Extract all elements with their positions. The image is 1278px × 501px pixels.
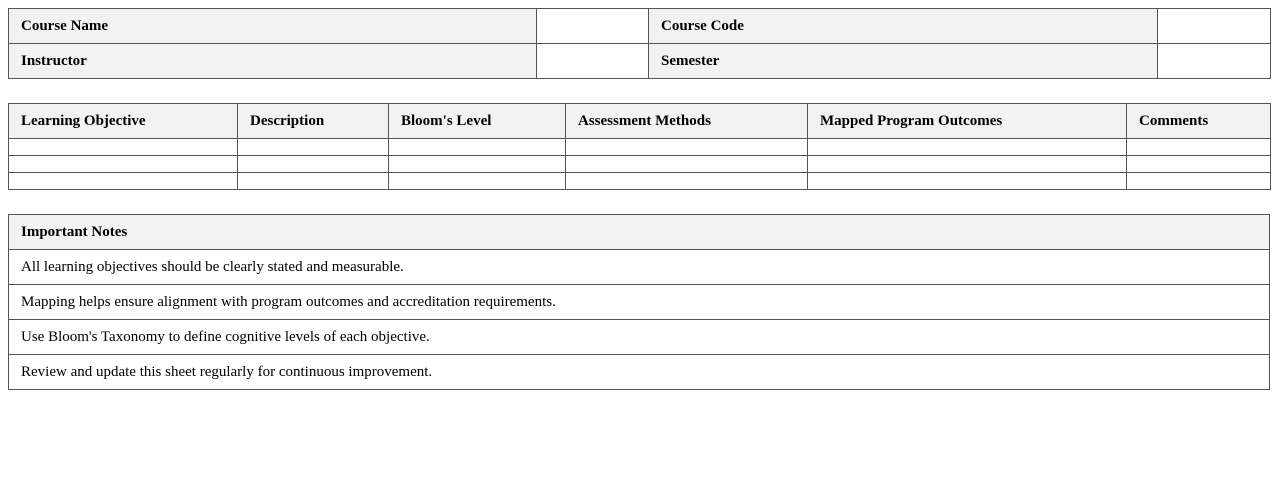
table-cell[interactable] <box>238 139 389 156</box>
table-cell[interactable] <box>1127 156 1271 173</box>
table-cell[interactable] <box>808 156 1127 173</box>
table-cell[interactable] <box>808 139 1127 156</box>
course-info-row <box>9 44 1271 79</box>
table-cell[interactable] <box>566 156 808 173</box>
header-description: Description <box>238 104 389 139</box>
table-cell[interactable] <box>9 139 238 156</box>
table-cell[interactable] <box>9 156 238 173</box>
note-item: All learning objectives should be clearly stated and measurable. <box>9 250 1270 285</box>
header-learning-objective: Learning Objective <box>9 104 238 139</box>
table-cell[interactable] <box>566 173 808 190</box>
course-name-field[interactable] <box>537 9 649 44</box>
table-cell[interactable] <box>389 173 566 190</box>
header-comments: Comments <box>1127 104 1271 139</box>
instructor-label: Instructor <box>9 44 537 79</box>
objectives-header-row <box>9 104 1271 139</box>
notes-title: Important Notes <box>9 215 1270 250</box>
important-notes-table <box>8 214 1270 390</box>
table-cell[interactable] <box>1127 173 1271 190</box>
table-cell[interactable] <box>238 173 389 190</box>
table-cell[interactable] <box>9 173 238 190</box>
instructor-field[interactable] <box>537 44 649 79</box>
note-item: Review and update this sheet regularly for continuous improvement. <box>9 355 1270 390</box>
semester-field[interactable] <box>1158 44 1271 79</box>
table-cell[interactable] <box>389 156 566 173</box>
header-assessment-methods: Assessment Methods <box>566 104 808 139</box>
note-row <box>9 250 1270 285</box>
note-item: Use Bloom's Taxonomy to define cognitive levels of each objective. <box>9 320 1270 355</box>
course-name-label: Course Name <box>9 9 537 44</box>
learning-objectives-table <box>8 103 1271 190</box>
course-info-table <box>8 8 1271 79</box>
table-row <box>9 156 1271 173</box>
note-row <box>9 355 1270 390</box>
course-code-label: Course Code <box>649 9 1158 44</box>
semester-label: Semester <box>649 44 1158 79</box>
table-cell[interactable] <box>238 156 389 173</box>
table-cell[interactable] <box>1127 139 1271 156</box>
note-row <box>9 285 1270 320</box>
header-blooms-level: Bloom's Level <box>389 104 566 139</box>
course-code-field[interactable] <box>1158 9 1271 44</box>
table-row <box>9 139 1271 156</box>
table-cell[interactable] <box>808 173 1127 190</box>
header-mapped-program-outcomes: Mapped Program Outcomes <box>808 104 1127 139</box>
note-row <box>9 320 1270 355</box>
table-cell[interactable] <box>389 139 566 156</box>
table-row <box>9 173 1271 190</box>
course-info-row <box>9 9 1271 44</box>
table-cell[interactable] <box>566 139 808 156</box>
note-item: Mapping helps ensure alignment with program outcomes and accreditation requirements. <box>9 285 1270 320</box>
notes-header-row <box>9 215 1270 250</box>
